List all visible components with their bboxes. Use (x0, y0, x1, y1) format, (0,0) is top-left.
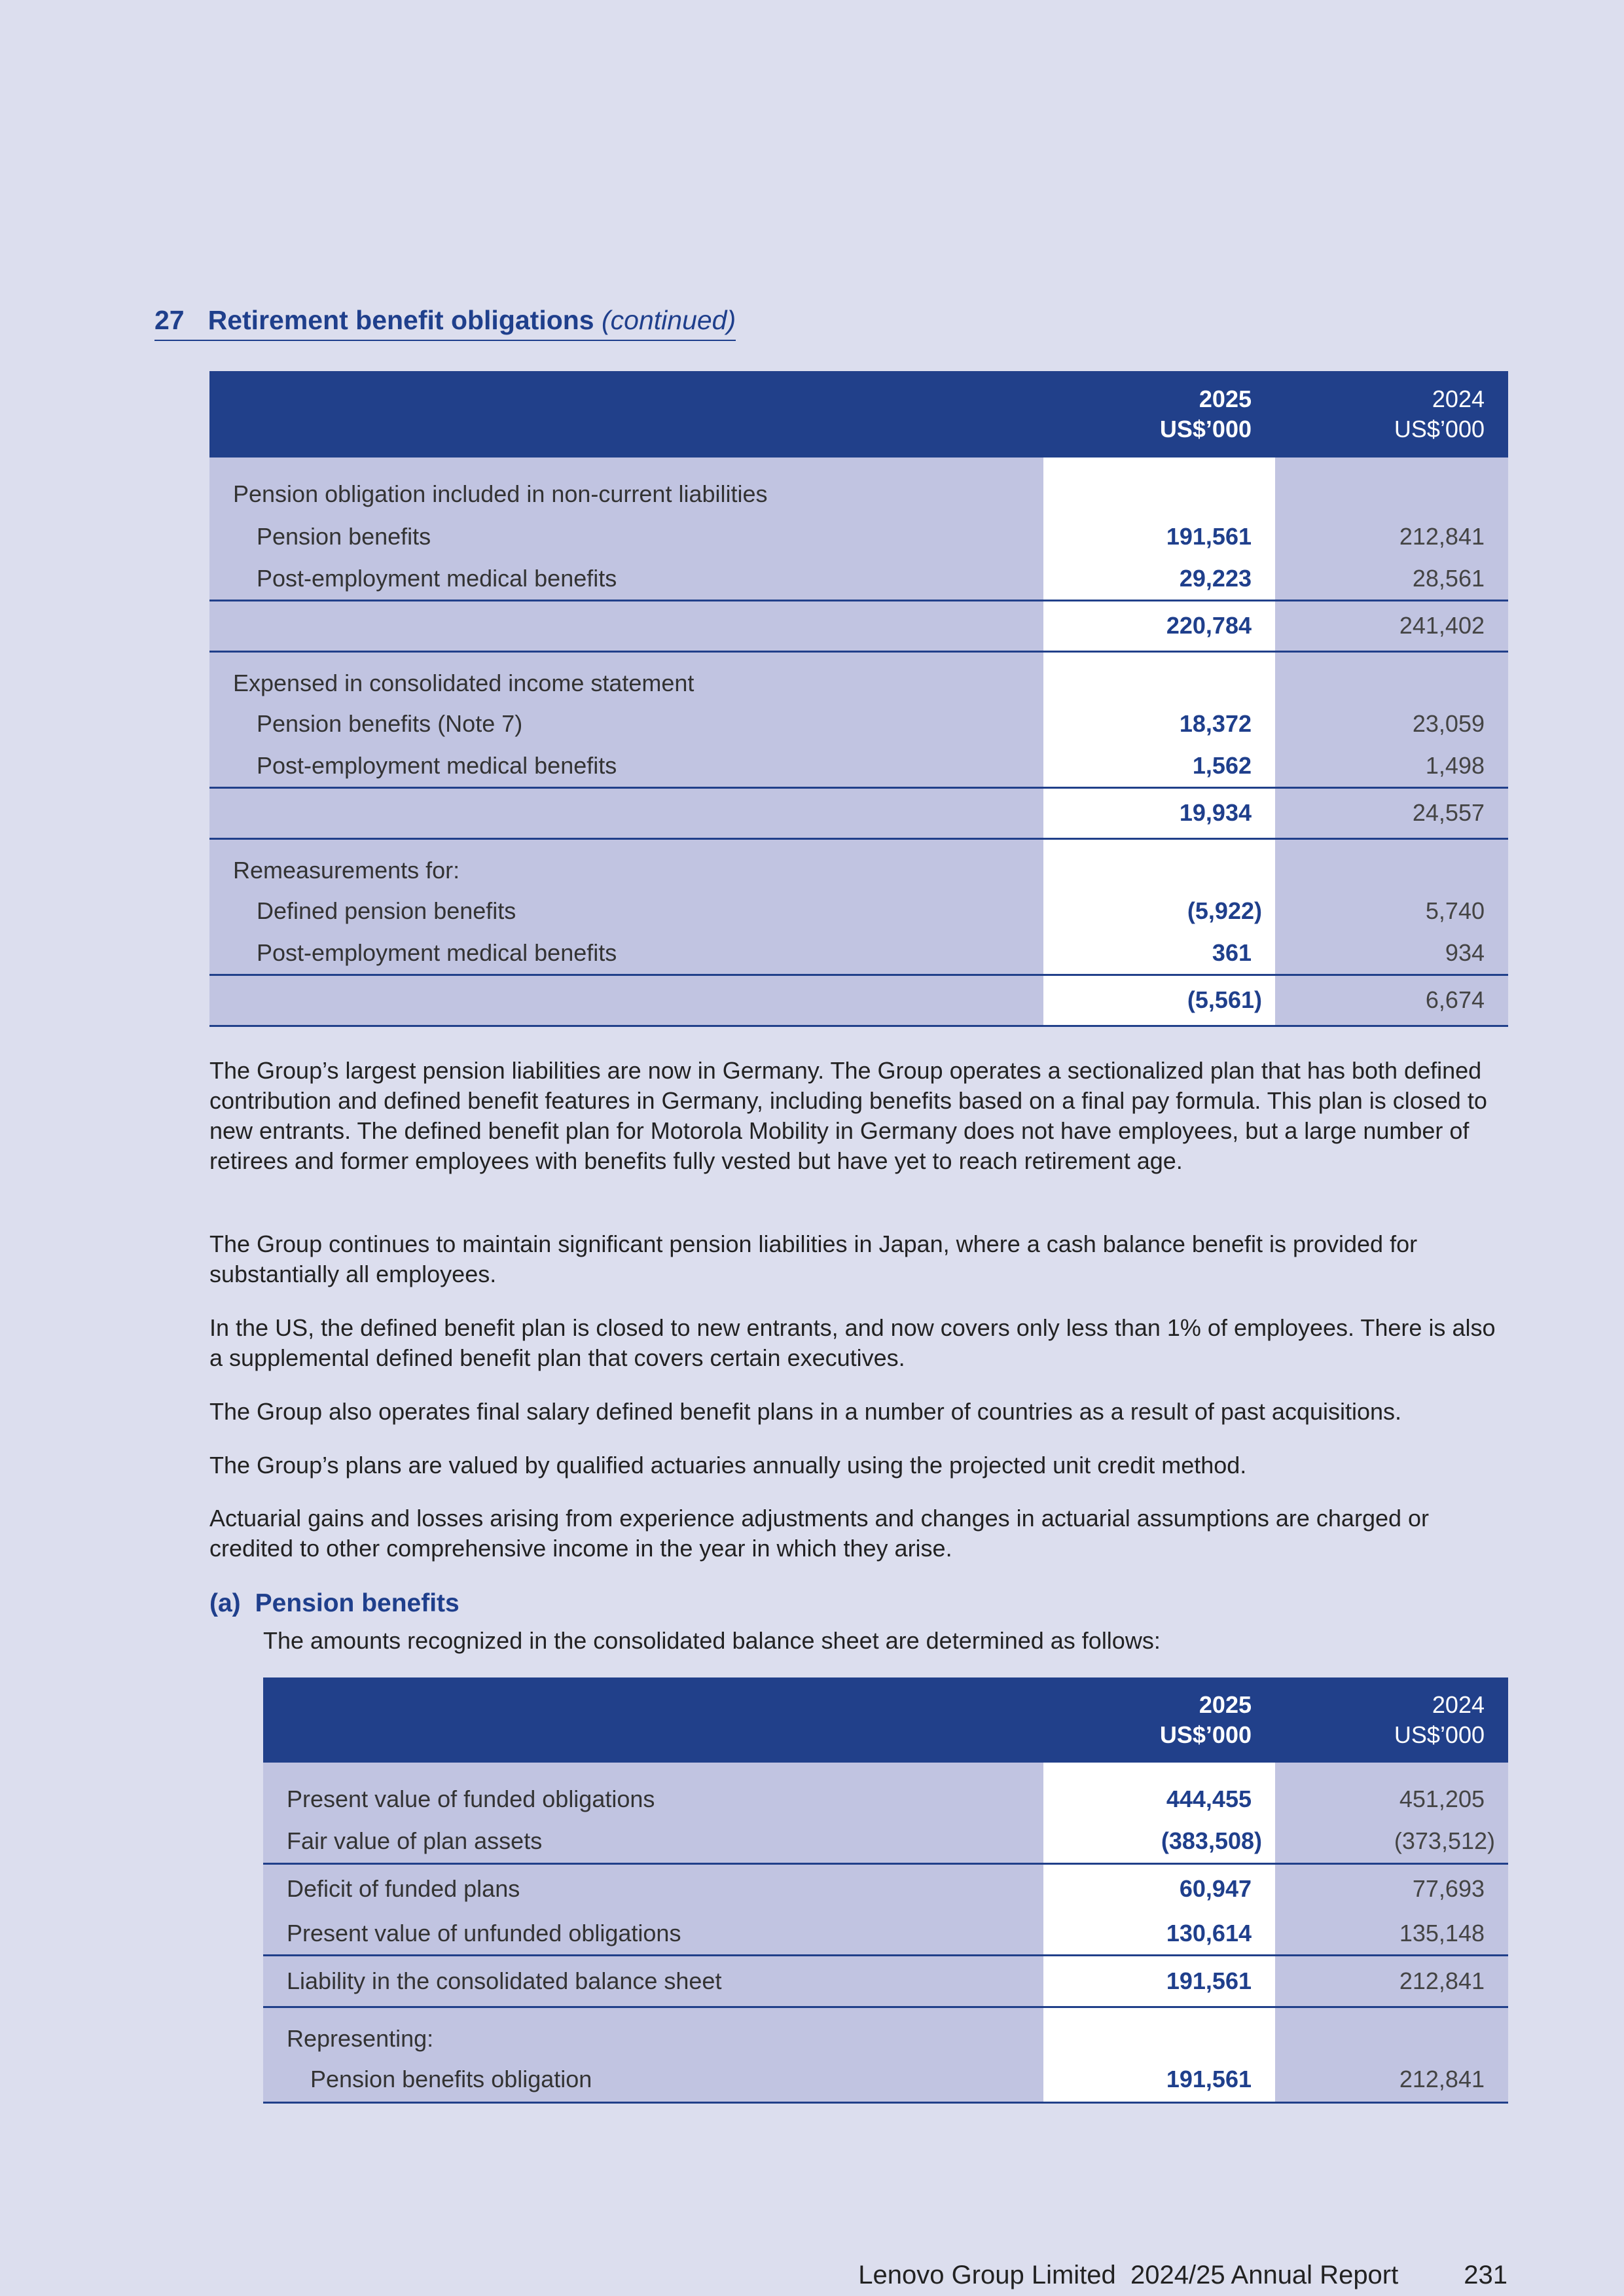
table-row (263, 1913, 1508, 1955)
row-value-2025: 191,561 (1043, 515, 1275, 558)
row-value-2025 (1043, 651, 1275, 702)
row-label: Post-employment medical benefits (209, 558, 1043, 600)
header-2025-year: 2025 (1199, 386, 1252, 412)
table-row (209, 702, 1508, 745)
row-label: Present value of unfunded obligations (263, 1913, 1043, 1955)
row-value-2024: 934 (1275, 932, 1508, 975)
table-row (209, 515, 1508, 558)
value-text: (5,922) (1187, 897, 1262, 924)
row-value-2025 (1043, 838, 1275, 889)
table-row (263, 1778, 1508, 1820)
value-text: (383,508) (1161, 1827, 1262, 1855)
spacer-row (263, 1763, 1508, 1778)
value-text: (5,561) (1187, 986, 1262, 1013)
row-value-2024 (1275, 1820, 1508, 1863)
table-header (209, 371, 1508, 457)
row-value-2024 (1275, 838, 1508, 889)
paragraph-us: In the US, the defined benefit plan is closed to new entrants, and now covers only less than 1% of employees. There is also a supplemental defined benefit plan that covers certain executives. (209, 1314, 1496, 1371)
table-row (209, 473, 1508, 515)
row-label: Fair value of plan assets (263, 1820, 1043, 1863)
table-header (263, 1677, 1508, 1763)
row-label: Representing: (263, 2007, 1043, 2058)
row-label: Remeasurements for: (209, 838, 1043, 889)
subtotal-row (209, 787, 1508, 838)
row-value-2025: 1,562 (1043, 745, 1275, 787)
row-label: Pension obligation included in non-current liabilities (209, 473, 1043, 515)
row-label: Defined pension benefits (209, 889, 1043, 932)
row-value-2025: 29,223 (1043, 558, 1275, 600)
row-value-2025 (1043, 889, 1275, 932)
row-value-2025: 130,614 (1043, 1913, 1275, 1955)
header-2024 (1275, 1677, 1508, 1763)
header-2024-unit: US$’000 (1394, 1721, 1485, 1748)
subsection-title: Pension benefits (255, 1589, 460, 1617)
header-2024-year: 2024 (1432, 386, 1485, 412)
page-footer (858, 2261, 1507, 2290)
row-value-2024 (1275, 473, 1508, 515)
spacer-row (209, 457, 1508, 473)
row-value-2024: 212,841 (1275, 1955, 1508, 2007)
row-value-2024: 5,740 (1275, 889, 1508, 932)
row-label: Expensed in consolidated income statement (209, 651, 1043, 702)
row-label: Deficit of funded plans (263, 1863, 1043, 1913)
paragraph-japan: The Group continues to maintain significant pension liabilities in Japan, where a cash balance benefit is provided for substantially all employees. (209, 1230, 1418, 1287)
row-value-2024 (1275, 651, 1508, 702)
row-value-2024: 1,498 (1275, 745, 1508, 787)
header-2024-year: 2024 (1432, 1691, 1485, 1718)
row-value-2024: 24,557 (1275, 787, 1508, 838)
row-value-2025: 361 (1043, 932, 1275, 975)
obligations-table (209, 371, 1508, 1027)
row-value-2024: 28,561 (1275, 558, 1508, 600)
row-value-2024: 451,205 (1275, 1778, 1508, 1820)
row-value-2024 (1275, 2007, 1508, 2058)
total-row (263, 1955, 1508, 2007)
row-label: Pension benefits (Note 7) (209, 702, 1043, 745)
header-2025-unit: US$’000 (1159, 416, 1252, 442)
row-value-2025: 191,561 (1043, 1955, 1275, 2007)
table-row (263, 1863, 1508, 1913)
header-blank (263, 1677, 1043, 1763)
header-blank (209, 371, 1043, 457)
pension-balance-table (263, 1677, 1508, 2104)
section-number: 27 (154, 305, 185, 335)
table-row (263, 2058, 1508, 2102)
header-2025 (1043, 371, 1275, 457)
header-2025 (1043, 1677, 1275, 1763)
table-row (209, 932, 1508, 975)
row-value-2024: 241,402 (1275, 600, 1508, 651)
row-value-2024: 135,148 (1275, 1913, 1508, 1955)
row-value-2024: 77,693 (1275, 1863, 1508, 1913)
subsection-letter: (a) (209, 1589, 241, 1617)
header-2024-unit: US$’000 (1394, 416, 1485, 442)
table-row (263, 2007, 1508, 2058)
section-heading (154, 305, 736, 341)
row-value-2025: 191,561 (1043, 2058, 1275, 2102)
section-continued: (continued) (602, 305, 736, 335)
row-value-2024: 6,674 (1275, 975, 1508, 1026)
row-value-2024: 212,841 (1275, 515, 1508, 558)
row-label (209, 787, 1043, 838)
subtotal-row (209, 600, 1508, 651)
header-2024 (1275, 371, 1508, 457)
row-label (209, 600, 1043, 651)
table-row (209, 745, 1508, 787)
row-label (209, 975, 1043, 1026)
table-row (263, 1820, 1508, 1863)
page-number: 231 (1464, 2261, 1507, 2289)
row-value-2025 (1043, 1820, 1275, 1863)
row-value-2025 (1043, 473, 1275, 515)
row-label: Post-employment medical benefits (209, 932, 1043, 975)
header-2025-unit: US$’000 (1159, 1721, 1252, 1748)
header-2025-year: 2025 (1199, 1691, 1252, 1718)
row-value-2025 (1043, 975, 1275, 1026)
paragraph-acquisitions: The Group also operates final salary defined benefit plans in a number of countries as a result of past acquisitions. (209, 1398, 1402, 1425)
table-row (209, 651, 1508, 702)
row-value-2025: 19,934 (1043, 787, 1275, 838)
table-row (209, 558, 1508, 600)
value-text: (373,512) (1394, 1827, 1495, 1855)
total-row (209, 975, 1508, 1026)
section-title: Retirement benefit obligations (208, 305, 594, 335)
paragraph-actuaries: The Group’s plans are valued by qualified actuaries annually using the projected unit credit method. (209, 1452, 1247, 1479)
row-value-2025: 444,455 (1043, 1778, 1275, 1820)
table-row (209, 838, 1508, 889)
row-value-2024: 23,059 (1275, 702, 1508, 745)
subsection-heading (209, 1589, 460, 1618)
subsection-intro: The amounts recognized in the consolidated balance sheet are determined as follows: (263, 1627, 1161, 1654)
row-value-2025: 60,947 (1043, 1863, 1275, 1913)
paragraph-germany: The Group’s largest pension liabilities are now in Germany. The Group operates a sectionalized plan that has both defined contribution and defined benefit features in Germany, including benefits based on a final pay formula. This plan is closed to new entrants. The defined benefit plan for Motorola Mobility in Germany does not have employees, but a large number of retirees and former employees with benefits fully vested but have yet to reach retirement age. (209, 1057, 1487, 1174)
footer-text: Lenovo Group Limited 2024/25 Annual Report (858, 2261, 1399, 2289)
row-label: Pension benefits (209, 515, 1043, 558)
row-label: Post-employment medical benefits (209, 745, 1043, 787)
row-value-2025: 18,372 (1043, 702, 1275, 745)
paragraph-actuarial-gains: Actuarial gains and losses arising from experience adjustments and changes in actuarial assumptions are charged or credited to other comprehensive income in the year in which they arise. (209, 1505, 1430, 1562)
row-label: Present value of funded obligations (263, 1778, 1043, 1820)
row-value-2024: 212,841 (1275, 2058, 1508, 2102)
row-label: Liability in the consolidated balance sheet (263, 1955, 1043, 2007)
row-value-2025: 220,784 (1043, 600, 1275, 651)
table-row (209, 889, 1508, 932)
row-label: Pension benefits obligation (263, 2058, 1043, 2102)
row-value-2025 (1043, 2007, 1275, 2058)
